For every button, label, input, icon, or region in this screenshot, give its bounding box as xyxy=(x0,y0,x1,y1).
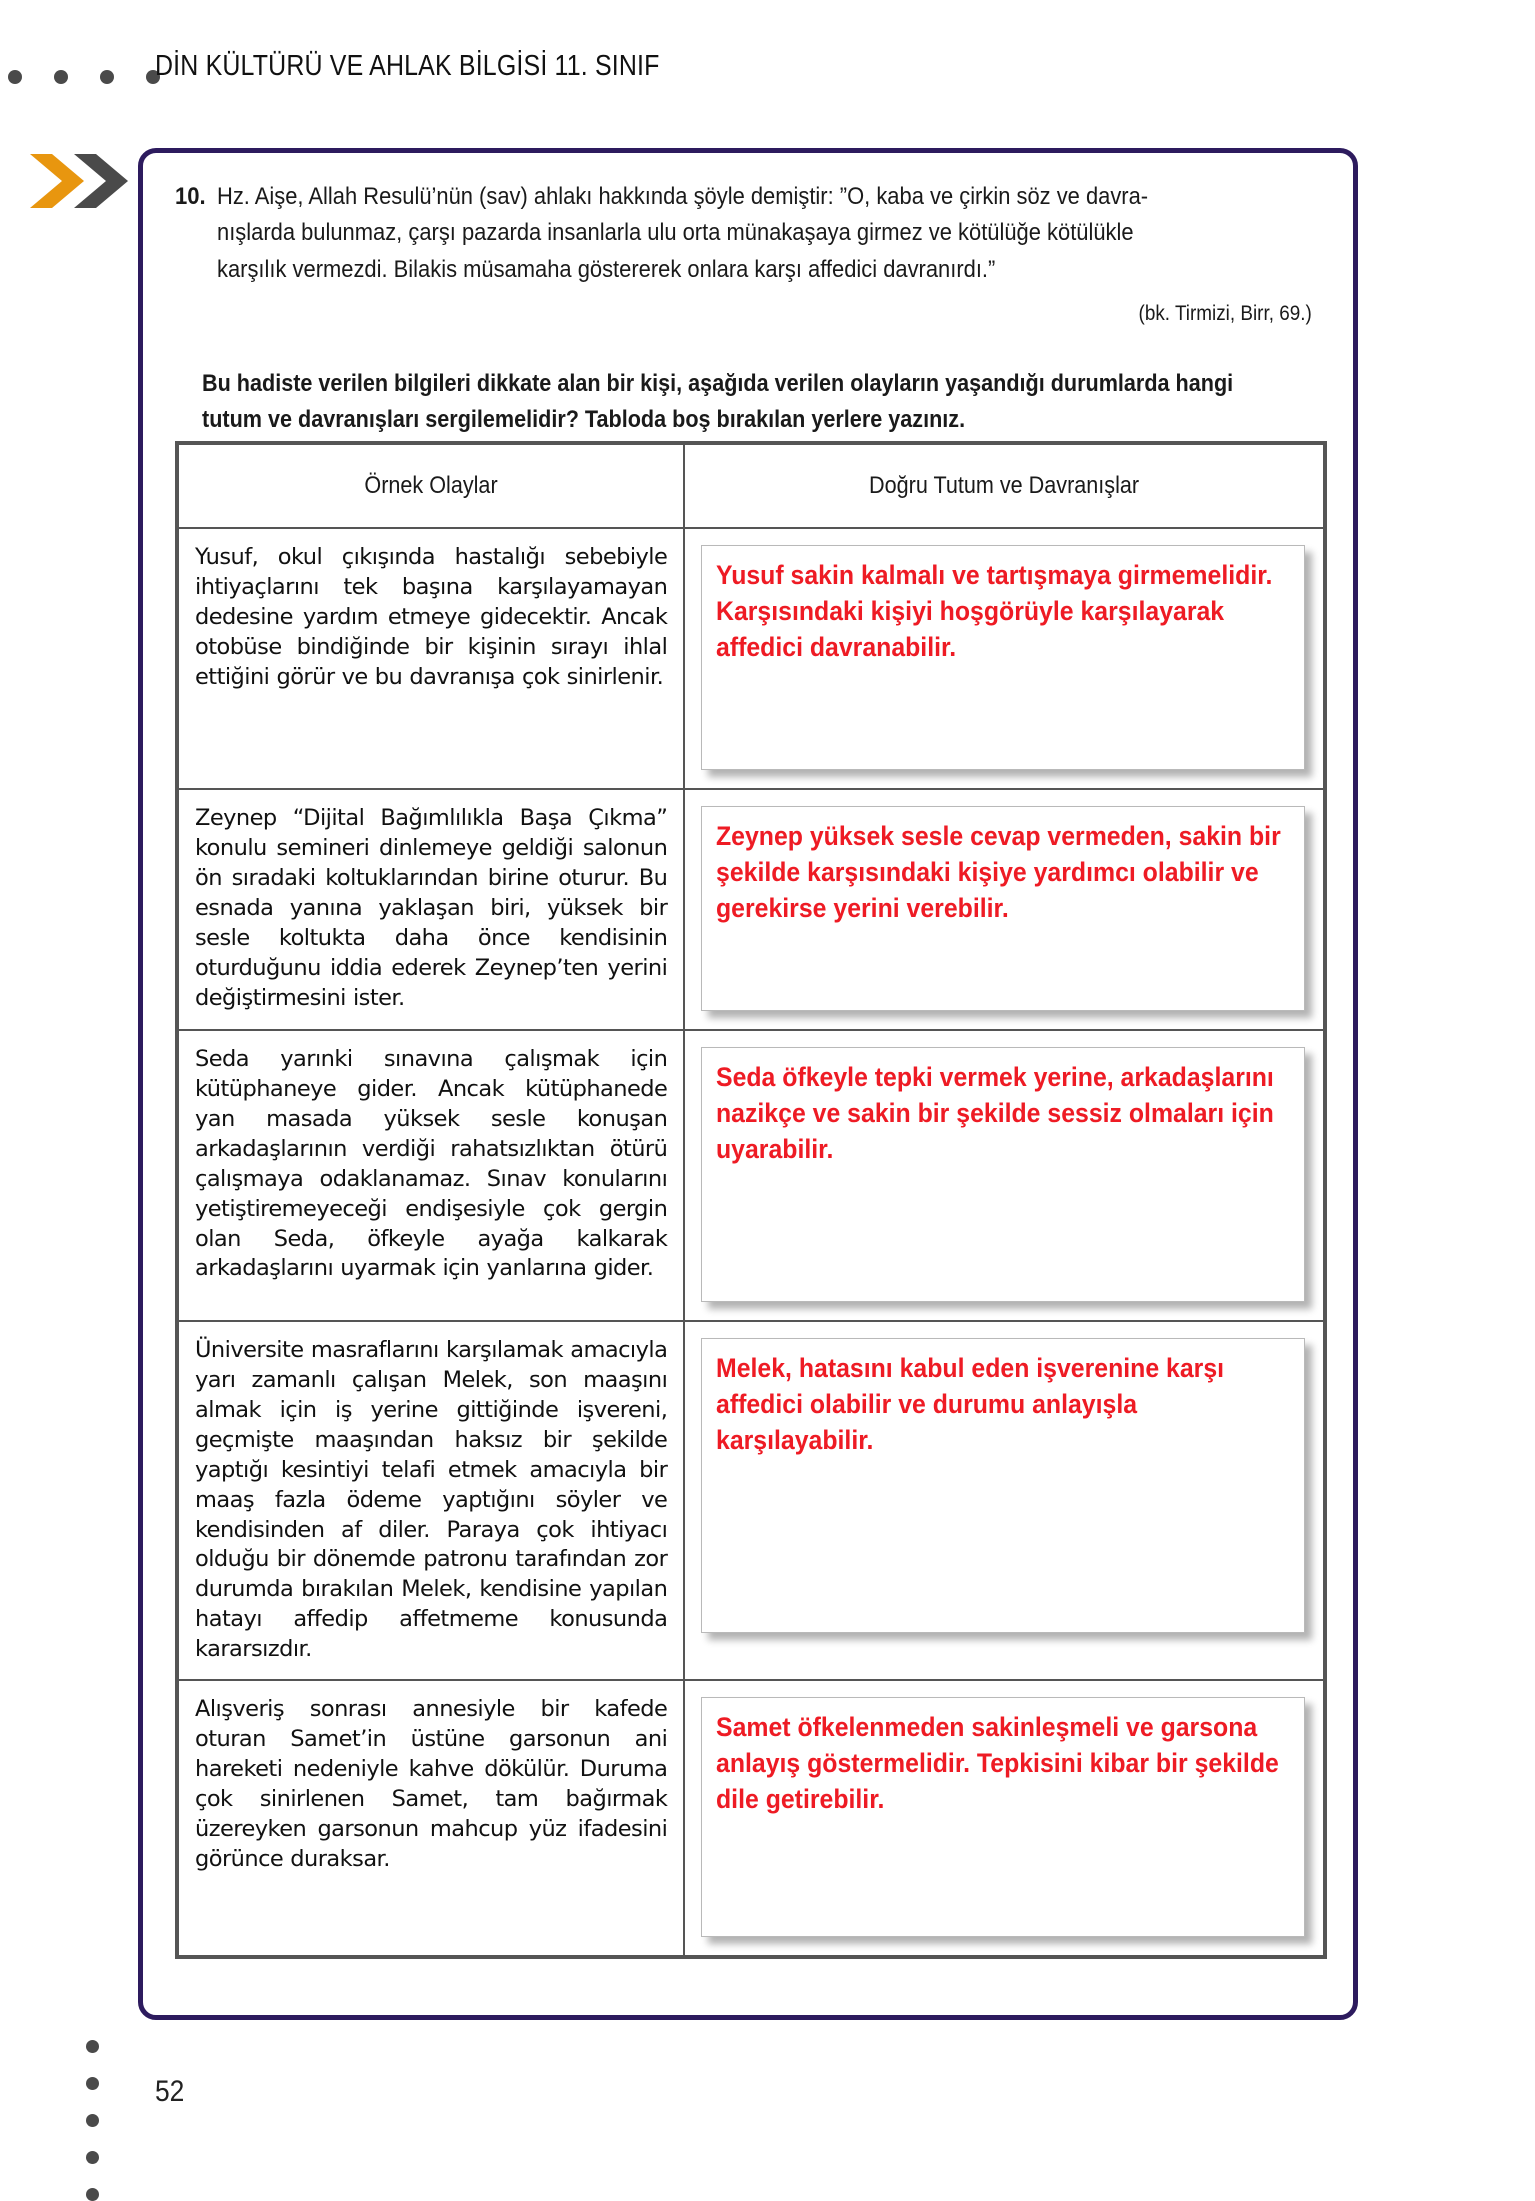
case-text-cell: Yusuf, okul çıkışında hastalığı sebebiyle ihtiyaçlarını tek başına karşılayamayan dedesine yardım etmeye gidecektir. Ancak otobüse bindiğinde bir kişinin sırayı ihlal ettiğini görür ve bu davranışa çok sinirlenir. xyxy=(178,528,684,789)
table-row xyxy=(178,1680,1324,1956)
answer-box[interactable] xyxy=(701,806,1305,1011)
case-text-cell: Zeynep “Dijital Bağımlılıkla Başa Çıkma” konulu semineri dinlemeye geldiği salonun ön sıradaki koltuklarından birine oturur. Bu esnada yanına yaklaşan biri, yüksek bir sesle koltukta daha önce kendisinin oturduğunu iddia ederek Zeynep’ten yerini değiştirmesini ister. xyxy=(178,789,684,1030)
table-row xyxy=(178,528,1324,789)
table-row xyxy=(178,1030,1324,1321)
instruction-line-2: tutum ve davranışları sergilemelidir? Tabloda boş bırakılan yerlere yazınız. xyxy=(202,405,966,433)
header-dot xyxy=(8,70,22,84)
answer-cell[interactable] xyxy=(684,1680,1324,1956)
instruction-line-1: Bu hadiste verilen bilgileri dikkate alan bir kişi, aşağıda verilen olayların yaşandığı durumlarda hangi xyxy=(202,369,1234,397)
answer-text: Seda öfkeyle tepki vermek yerine, arkadaşlarını nazikçe ve sakin bir şekilde sessiz olmaları için uyarabilir. xyxy=(716,1062,1275,1164)
answer-text: Melek, hatasını kabul eden işverenine karşı affedici olabilir ve durumu anlayışla karşılayabilir. xyxy=(716,1353,1225,1455)
footer-dot xyxy=(86,2151,99,2164)
answer-cell[interactable] xyxy=(684,1321,1324,1680)
answer-text: Zeynep yüksek sesle cevap vermeden, sakin bir şekilde karşısındaki kişiye yardımcı olabilir ve gerekirse yerini verebilir. xyxy=(716,821,1282,923)
footer-dot xyxy=(86,2188,99,2201)
footer-dot xyxy=(86,2114,99,2127)
answers-table xyxy=(175,441,1327,1959)
answer-cell[interactable] xyxy=(684,1030,1324,1321)
footer-dot-group xyxy=(86,2040,99,2201)
hadith-line-3: karşılık vermezdi. Bilakis müsamaha göstererek onlara karşı affedici davranırdı.” xyxy=(217,255,996,283)
header-dot xyxy=(54,70,68,84)
question-statement xyxy=(175,179,1319,288)
answer-box[interactable] xyxy=(701,545,1305,770)
answer-box[interactable] xyxy=(701,1047,1305,1302)
answer-cell[interactable] xyxy=(684,528,1324,789)
footer-dot xyxy=(86,2040,99,2053)
double-chevron-icon xyxy=(30,152,135,210)
hadith-line-2: nışlarda bulunmaz, çarşı pazarda insanlarla ulu orta münakaşaya girmez ve kötülüğe kötülükle xyxy=(217,219,1134,247)
case-text-cell: Seda yarınki sınavına çalışmak için kütüphaneye gider. Ancak kütüphanede yan masada yüksek sesle konuşan arkadaşlarının verdiği rahatsızlıktan ötürü çalışmaya odaklanamaz. Sınav konularını yetiştiremeyeceği endişesiyle çok gergin olan Seda, öfkeyle ayağa kalkarak arkadaşlarını uyarmak için yanlarına gider. xyxy=(178,1030,684,1321)
column-header-behaviours: Doğru Tutum ve Davranışlar xyxy=(684,444,1324,528)
table-header-row xyxy=(178,444,1324,528)
question-number: 10. xyxy=(175,183,206,210)
table-row xyxy=(178,1321,1324,1680)
answer-cell[interactable] xyxy=(684,789,1324,1030)
header-dot-group xyxy=(8,70,160,84)
case-text-cell: Üniversite masraflarını karşılamak amacıyla yarı zamanlı çalışan Melek, son maaşını almak için iş yerine gittiğinde işvereni, geçmişte maaşından haksız bir şekilde yaptığı kesintiyi telafi etmek amacıyla bir maaş fazla ödeme yaptığını söyler ve kendisinden af diler. Paraya çok ihtiyacı olduğu bir dönemde patronu tarafından zor durumda bırakılan Melek, kendisine yapılan hatayı affedip affetmeme konusunda kararsızdır. xyxy=(178,1321,684,1680)
case-text-cell: Alışveriş sonrası annesiyle bir kafede oturan Samet’in üstüne garsonun ani hareketi nedeniyle kahve dökülür. Duruma çok sinirlenen Samet, tam bağırmak üzereyken garsonun mahcup yüz ifadesini görünce duraksar. xyxy=(178,1680,684,1956)
page-title: DİN KÜLTÜRÜ VE AHLAK BİLGİSİ 11. SINIF xyxy=(155,50,660,82)
page-header xyxy=(0,48,1535,108)
answer-text: Samet öfkelenmeden sakinleşmeli ve garsona anlayış göstermelidir. Tepkisini kibar bir şekilde dile getirebilir. xyxy=(716,1712,1280,1814)
header-dot xyxy=(100,70,114,84)
table-row xyxy=(178,789,1324,1030)
column-header-cases: Örnek Olaylar xyxy=(178,444,684,528)
page-number: 52 xyxy=(155,2075,185,2108)
hadith-line-1: Hz. Aişe, Allah Resulü’nün (sav) ahlakı hakkında şöyle demiştir: ”O, kaba ve çirkin söz ve davra- xyxy=(217,183,1149,210)
question-header-area xyxy=(143,153,1353,438)
instruction-text xyxy=(175,366,1318,438)
answer-box[interactable] xyxy=(701,1697,1305,1937)
answer-text: Yusuf sakin kalmalı ve tartışmaya girmemelidir. Karşısındaki kişiyi hoşgörüyle karşılayarak affedici davranabilir. xyxy=(716,560,1273,662)
footer-dot xyxy=(86,2077,99,2090)
answer-box[interactable] xyxy=(701,1338,1305,1633)
hadith-text xyxy=(217,179,1203,288)
question-container xyxy=(138,148,1358,2020)
source-citation: (bk. Tirmizi, Birr, 69.) xyxy=(1138,301,1312,325)
